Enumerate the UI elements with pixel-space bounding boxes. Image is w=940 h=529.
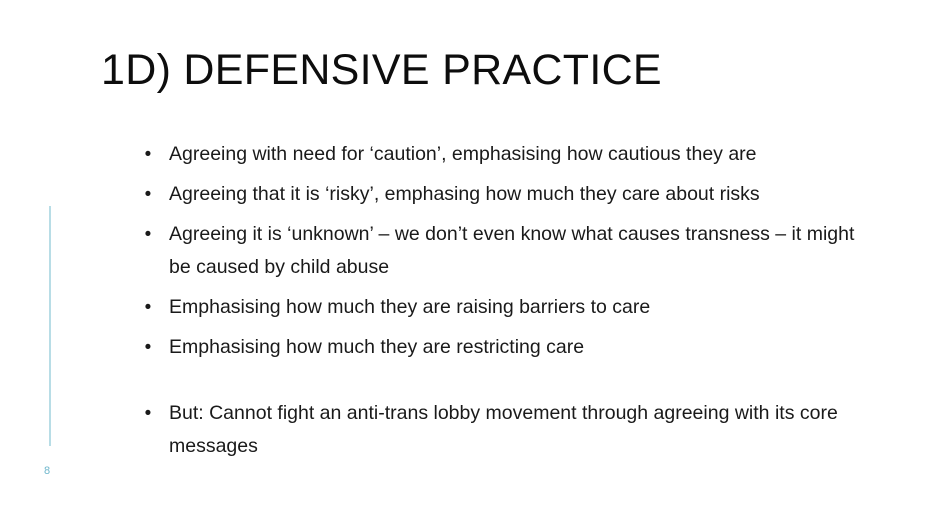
bullet-text: Emphasising how much they are raising barriers to care [169,296,651,318]
bullet-text: But: Cannot fight an anti-trans lobby movement through agreeing with its core messages [169,402,838,457]
bullet-text: Emphasising how much they are restricting care [169,336,585,358]
bullet-icon: • [144,184,152,205]
bullet-item-risky [141,178,881,211]
slide-number: 8 [44,465,51,477]
bullet-icon: • [144,337,152,358]
slide-title: 1D) DEFENSIVE PRACTICE [101,46,662,94]
bullet-icon: • [144,224,152,245]
bullet-item-unknown [141,218,881,284]
bullet-text: Agreeing that it is ‘risky’, emphasing how much they care about risks [169,183,760,205]
bullet-item-conclusion [141,397,881,463]
bullet-icon: • [144,297,152,318]
bullet-item-restricting [141,331,881,364]
bullet-text: Agreeing it is ‘unknown’ – we don’t even know what causes transness – it might be caused by child abuse [169,223,855,278]
bullet-list [141,138,881,470]
bullet-icon: • [144,403,152,424]
bullet-icon: • [144,144,152,165]
accent-divider-line [49,206,51,446]
bullet-item-barriers [141,291,881,324]
bullet-item-caution [141,138,881,171]
bullet-text: Agreeing with need for ‘caution’, emphasising how cautious they are [169,143,757,165]
